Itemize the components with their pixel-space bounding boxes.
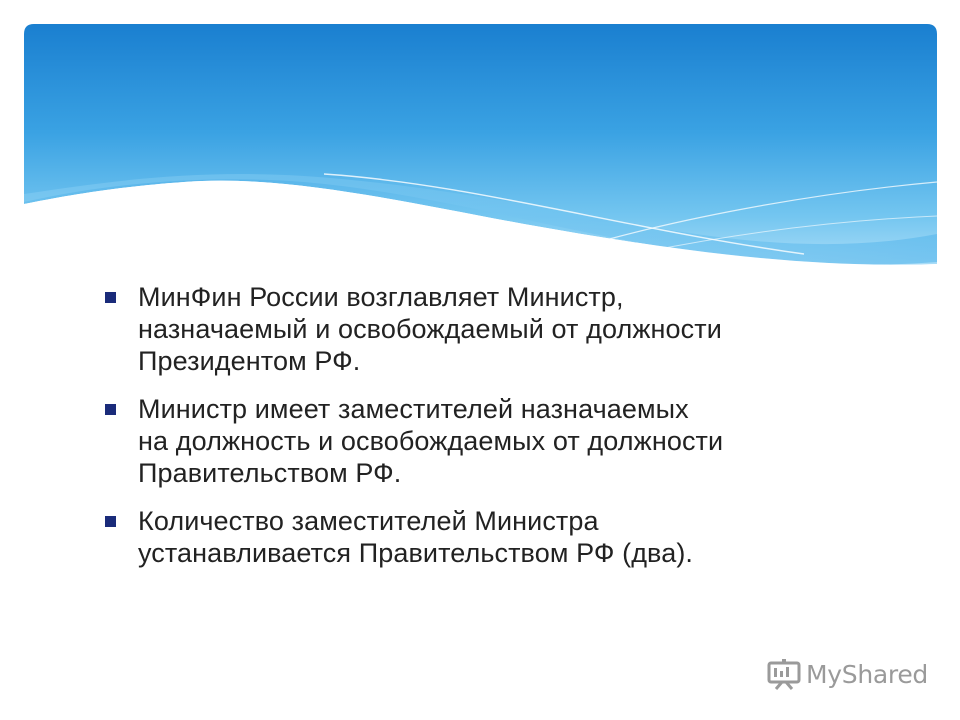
square-bullet-icon — [105, 292, 116, 303]
bullet-text-line: устанавливается Правительством РФ (два). — [138, 538, 694, 568]
bullet-item — [100, 393, 900, 489]
bullet-text-line: назначаемый и освобождаемый от должности — [138, 314, 722, 344]
bullet-text-line: на должность и освобождаемых от должности — [138, 426, 724, 456]
presentation-board-icon — [766, 656, 802, 692]
bullet-item — [100, 505, 900, 569]
bullet-text-line: Министр имеет заместителей назначаемых — [138, 394, 689, 424]
bullet-text-line: Президентом РФ. — [138, 346, 361, 376]
bullet-text-line: Количество заместителей Министра — [138, 506, 599, 536]
square-bullet-icon — [105, 404, 116, 415]
bullet-item — [100, 281, 900, 377]
watermark-text: MyShared — [806, 659, 928, 689]
bullet-text-line: Правительством РФ. — [138, 458, 402, 488]
bullet-list — [100, 281, 900, 585]
square-bullet-icon — [105, 516, 116, 527]
myshared-watermark — [766, 656, 928, 692]
bullet-text-line: МинФин России возглавляет Министр, — [138, 282, 624, 312]
header-wave-banner — [24, 24, 937, 274]
